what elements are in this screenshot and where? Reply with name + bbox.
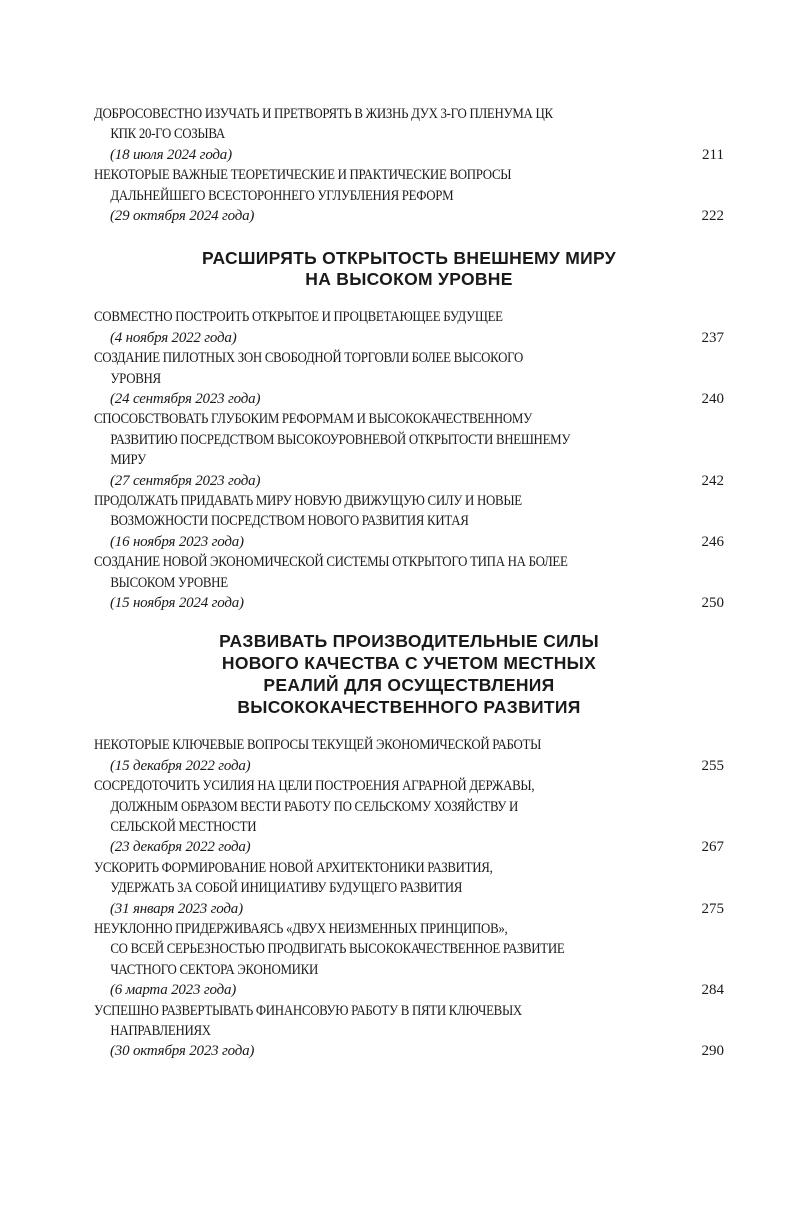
entry-title-line: ЧАСТНОГО СЕКТОРА ЭКОНОМИКИ <box>110 961 319 978</box>
entry-date: (27 сентября 2023 года) <box>110 472 261 489</box>
entry-page-number: 284 <box>701 982 724 999</box>
entry-title-line: НЕКОТОРЫЕ КЛЮЧЕВЫЕ ВОПРОСЫ ТЕКУЩЕЙ ЭКОНОМИЧЕСКОЙ РАБОТЫ <box>94 737 542 754</box>
toc-entry[interactable] <box>94 491 724 552</box>
entry-meta <box>94 756 724 776</box>
entry-date: (15 ноября 2024 года) <box>110 595 244 612</box>
entry-meta <box>94 145 724 165</box>
toc-entry-group <box>94 307 724 613</box>
entry-page-number: 237 <box>701 329 724 346</box>
table-of-contents <box>94 104 724 1062</box>
entry-title-line: УДЕРЖАТЬ ЗА СОБОЙ ИНИЦИАТИВУ БУДУЩЕГО РАЗВИТИЯ <box>110 880 463 897</box>
entry-title-line: УСПЕШНО РАЗВЕРТЫВАТЬ ФИНАНСОВУЮ РАБОТУ В ПЯТИ КЛЮЧЕВЫХ <box>94 1002 522 1019</box>
entry-title-line: СОЗДАНИЕ НОВОЙ ЭКОНОМИЧЕСКОЙ СИСТЕМЫ ОТКРЫТОГО ТИПА НА БОЛЕЕ <box>94 554 568 571</box>
section-heading-line: РАСШИРЯТЬ ОТКРЫТОСТЬ ВНЕШНЕМУ МИРУ <box>202 248 616 269</box>
entry-page-number: 242 <box>701 472 724 489</box>
toc-entry[interactable] <box>94 919 724 1001</box>
entry-date: (24 сентября 2023 года) <box>110 391 261 408</box>
entry-title-line: РАЗВИТИЮ ПОСРЕДСТВОМ ВЫСОКОУРОВНЕВОЙ ОТКРЫТОСТИ ВНЕШНЕМУ <box>110 431 571 448</box>
entry-title-line: НЕКОТОРЫЕ ВАЖНЫЕ ТЕОРЕТИЧЕСКИЕ И ПРАКТИЧЕСКИЕ ВОПРОСЫ <box>94 167 512 184</box>
entry-title-line: СОВМЕСТНО ПОСТРОИТЬ ОТКРЫТОЕ И ПРОЦВЕТАЮЩЕЕ БУДУЩЕЕ <box>94 309 503 326</box>
entry-page-number: 222 <box>701 208 724 225</box>
entry-page-number: 290 <box>701 1043 724 1060</box>
entry-title-line: ПРОДОЛЖАТЬ ПРИДАВАТЬ МИРУ НОВУЮ ДВИЖУЩУЮ СИЛУ И НОВЫЕ <box>94 493 522 510</box>
entry-date: (16 ноября 2023 года) <box>110 533 244 550</box>
toc-entry-group <box>94 104 724 226</box>
entry-meta <box>94 471 724 491</box>
toc-entry[interactable] <box>94 165 724 226</box>
entry-page-number: 255 <box>701 757 724 774</box>
toc-entry[interactable] <box>94 735 724 776</box>
entry-title-line: МИРУ <box>110 452 146 469</box>
entry-page-number: 211 <box>702 146 724 163</box>
entry-page-number: 275 <box>701 900 724 917</box>
entry-meta <box>94 206 724 226</box>
entry-date: (18 июля 2024 года) <box>110 146 232 163</box>
entry-title-line: СОСРЕДОТОЧИТЬ УСИЛИЯ НА ЦЕЛИ ПОСТРОЕНИЯ АГРАРНОЙ ДЕРЖАВЫ, <box>94 778 535 795</box>
entry-meta <box>94 899 724 919</box>
entry-title-line: УРОВНЯ <box>110 370 161 387</box>
entry-title-line: СО ВСЕЙ СЕРЬЕЗНОСТЬЮ ПРОДВИГАТЬ ВЫСОКОКАЧЕСТВЕННОЕ РАЗВИТИЕ <box>110 941 565 958</box>
entry-title-line: ВОЗМОЖНОСТИ ПОСРЕДСТВОМ НОВОГО РАЗВИТИЯ КИТАЯ <box>110 513 469 530</box>
entry-title-line: ДОЛЖНЫМ ОБРАЗОМ ВЕСТИ РАБОТУ ПО СЕЛЬСКОМУ ХОЗЯЙСТВУ И <box>110 798 518 815</box>
toc-entry[interactable] <box>94 776 724 858</box>
entry-title-line: СОЗДАНИЕ ПИЛОТНЫХ ЗОН СВОБОДНОЙ ТОРГОВЛИ БОЛЕЕ ВЫСОКОГО <box>94 350 524 367</box>
toc-entry[interactable] <box>94 1001 724 1062</box>
toc-entry[interactable] <box>94 858 724 919</box>
section-heading-line: РЕАЛИЙ ДЛЯ ОСУЩЕСТВЛЕНИЯ <box>263 675 555 696</box>
entry-meta <box>94 593 724 613</box>
entry-meta <box>94 532 724 552</box>
entry-page-number: 250 <box>701 595 724 612</box>
entry-title-line: УСКОРИТЬ ФОРМИРОВАНИЕ НОВОЙ АРХИТЕКТОНИКИ РАЗВИТИЯ, <box>94 859 493 876</box>
entry-title-line: ВЫСОКОМ УРОВНЕ <box>110 574 228 591</box>
entry-date: (29 октября 2024 года) <box>110 208 255 225</box>
entry-page-number: 240 <box>701 391 724 408</box>
entry-date: (30 октября 2023 года) <box>110 1043 255 1060</box>
entry-date: (23 декабря 2022 года) <box>110 839 251 856</box>
entry-title-line: КПК 20-ГО СОЗЫВА <box>110 126 225 143</box>
entry-title-line: СЕЛЬСКОЙ МЕСТНОСТИ <box>110 819 257 836</box>
toc-entry[interactable] <box>94 348 724 409</box>
entry-meta <box>94 1041 724 1061</box>
entry-title-line: НЕУКЛОННО ПРИДЕРЖИВАЯСЬ «ДВУХ НЕИЗМЕННЫХ ПРИНЦИПОВ», <box>94 921 508 938</box>
entry-meta <box>94 389 724 409</box>
entry-title-line: ДАЛЬНЕЙШЕГО ВСЕСТОРОННЕГО УГЛУБЛЕНИЯ РЕФОРМ <box>110 187 454 204</box>
section-heading <box>94 248 724 290</box>
entry-title-line: СПОСОБСТВОВАТЬ ГЛУБОКИМ РЕФОРМАМ И ВЫСОКОКАЧЕСТВЕННОМУ <box>94 411 532 428</box>
entry-date: (4 ноября 2022 года) <box>110 329 237 346</box>
entry-date: (6 марта 2023 года) <box>110 982 237 999</box>
entry-title-line: ДОБРОСОВЕСТНО ИЗУЧАТЬ И ПРЕТВОРЯТЬ В ЖИЗНЬ ДУХ 3-ГО ПЛЕНУМА ЦК <box>94 106 553 122</box>
section-heading-line: НА ВЫСОКОМ УРОВНЕ <box>305 269 513 290</box>
toc-entry[interactable] <box>94 552 724 613</box>
entry-meta <box>94 837 724 857</box>
section-heading <box>94 630 724 718</box>
entry-title-line: НАПРАВЛЕНИЯХ <box>110 1023 211 1040</box>
section-heading-line: РАЗВИВАТЬ ПРОИЗВОДИТЕЛЬНЫЕ СИЛЫ <box>219 631 599 652</box>
entry-date: (15 декабря 2022 года) <box>110 757 251 774</box>
toc-entry[interactable] <box>94 104 724 165</box>
section-heading-line: ВЫСОКОКАЧЕСТВЕННОГО РАЗВИТИЯ <box>237 697 581 718</box>
entry-meta <box>94 980 724 1000</box>
entry-page-number: 246 <box>701 533 724 550</box>
toc-entry[interactable] <box>94 307 724 348</box>
entry-meta <box>94 328 724 348</box>
entry-page-number: 267 <box>701 839 724 856</box>
section-heading-line: НОВОГО КАЧЕСТВА С УЧЕТОМ МЕСТНЫХ <box>221 653 597 674</box>
entry-date: (31 января 2023 года) <box>110 900 243 917</box>
toc-entry[interactable] <box>94 409 724 491</box>
toc-entry-group <box>94 735 724 1061</box>
